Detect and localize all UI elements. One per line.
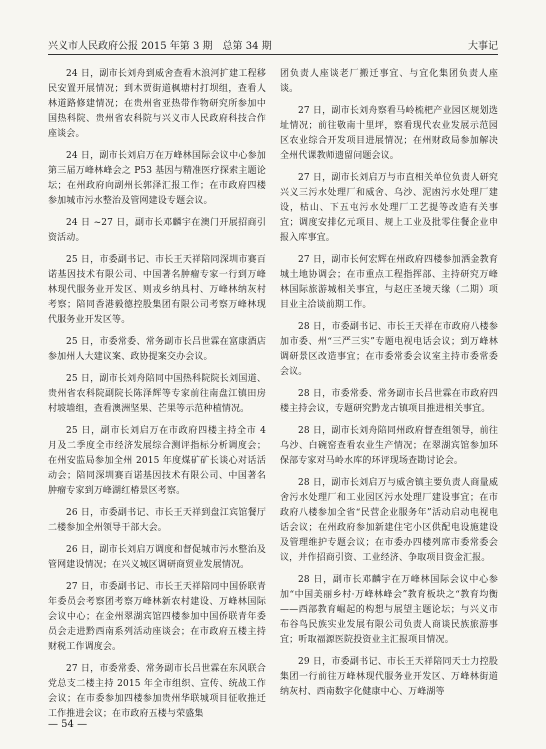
paragraph: 28 日，市委副书记、市长王天祥在市政府八楼参加市委、州“三严三实”专题电视电话会议；到万峰林调研景区改造事宜；在市委常委会议室主持市委常委会议。 — [280, 322, 498, 377]
paragraph: 27 日，副市长刘舟察看马岭梳杷产业园区规划选址情况；前往敬南十里坪，察看现代农业发展示范园区农业综合开发项目进展情况；在州财政局参加解决全州代课教师遗留问题会议。 — [280, 106, 498, 161]
publication-title: 兴义市人民政府公报 2015 年第 3 期 总第 34 期 — [48, 41, 272, 52]
header-divider — [48, 54, 498, 55]
paragraph: 25 日，市委副书记、市长王天祥陪同深圳市赛百诺基因技术有限公司、中国著名肿瘤专家一行到万峰林现代服务业开发区、则戎乡纳具村、万峰林纳灰村考察；陪同香港毅德控股集团有限公司考察万峰林现代服务业开发区等。 — [48, 255, 266, 325]
section-title: 大事记 — [468, 41, 498, 52]
left-column — [48, 67, 266, 719]
paragraph: 28 日，市委常委、常务副市长吕世霖在市政府四楼主持会议，专题研究黔龙古镇项目推进相关事宜。 — [280, 389, 498, 414]
paragraph: 24 日 ~27 日，副市长邓麟宇在澳门开展招商引资活动。 — [48, 218, 266, 243]
paragraph: 27 日，市委常委、常务副市长吕世霖在东风联合党总支二楼主持 2015 年全市组织、宣传、统战工作会议；在市委参加四楼参加贵州华联城项目征收推迁工作推进会议；在市政府五楼与荣盛集 — [48, 664, 266, 719]
paragraph: 25 日，市委常委、常务副市长吕世霖在富康酒店参加州人大建议案、政协提案交办会议。 — [48, 337, 266, 362]
paragraph: 27 日，副市长刘启万与市直相关单位负责人研究兴义三污水处理厂和威舍、乌沙、泥凼污水处理厂建设，枯山、下五屯污水处理厂工艺提等改造有关事宜；调度安排亿元项目、规上工业及批零住餐企业申报入库事宜。 — [280, 173, 498, 243]
paragraph: 26 日，市委副书记、市长王天祥到盘江宾馆餐厅二楼参加全州领导干部大会。 — [48, 508, 266, 533]
article-body — [48, 67, 498, 719]
paragraph-continued: 团负责人座谈老厂搬迁事宜、与宜化集团负责人座谈。 — [280, 69, 498, 94]
paragraph: 28 日，副市长刘舟陪同州政府督查组领导，前往乌沙、白碗窑查看农业生产情况；在翠湖宾馆参加环保部专家对马岭水库的环评现场查勘讨论会。 — [280, 426, 498, 466]
paragraph: 27 日，市委副书记、市长王天祥陪同中国侨联青年委员会考察团考察万峰林新农村建设、万峰林国际会议中心；在金州翠湖宾馆四楼参加中国侨联青年委员会走进黔西南系列活动座谈会；在市政府五楼主持财税工作调度会。 — [48, 582, 266, 652]
paragraph: 28 日，副市长刘启万与威舍镇主要负责人商量威舍污水处理厂和工业园区污水处理厂建设事宜；在市政府八楼参加全省“民营企业服务年”活动启动电视电话会议；在州政府参加新建住宅小区供配电设施建设及管理维护专题会议；在市委办四楼列席市委常委会议，并作招商引资、工业经济、争取项目资金汇报。 — [280, 478, 498, 563]
paragraph: 24 日，副市长刘舟到威舍查看木浪河扩建工程移民安置开展情况；到木贾街道枫塘村打坝组，查看人林道路修建情况；在贵州省亚热带作物研究所参加中国热科院、贵州省农科院与兴义市人民政府科技合作座谈会。 — [48, 69, 266, 139]
paragraph: 25 日，副市长刘舟陪同中国热科院院长刘国道、贵州省农科院副院长陈泽辉等专家前往南盘江镇田房村坡墙组，查看澳洲坚果、芒果等示范种植情况。 — [48, 374, 266, 414]
paragraph: 29 日，市委副书记、市长王天祥陪同天士力控股集团一行前往万峰林现代服务业开发区、万峰林街道纳灰村、西南数字化健康中心、万峰湖等 — [280, 657, 498, 697]
page-number: — 54 — — [48, 719, 88, 730]
paragraph: 25 日，副市长刘启万在市政府四楼主持全市 4 月及二季度全市经济发展综合测评指标分析调度会；在州安监局参加全州 2015 年度煤矿矿长谈心对话活动会；陪同深圳赛百诺基因技术有限公司、中国著名肿瘤专家到万峰湖红椿景区考察。 — [48, 426, 266, 496]
paragraph: 27 日，副市长何宏辉在州政府四楼参加洒金教育城土地协调会；在市重点工程指挥部、主持研究万峰林国际旅游城相关事宜，与赵庄圣境天缘（二期）项目业主洽谈前期工作。 — [280, 255, 498, 310]
page-header — [48, 37, 498, 53]
right-column — [280, 67, 498, 697]
paragraph: 24 日，副市长刘启万在万峰林国际会议中心参加第三届万峰林峰会之 P53 基因与精准医疗探索主题论坛；在州政府向副州长郭泽汇报工作；在市政府四楼参加城市污水整治及管网建设专题会议。 — [48, 151, 266, 206]
paragraph: 28 日，副市长邓麟宇在万峰林国际会议中心参加“中国美丽乡村·万峰林峰会”教育板块之“教育均衡——西部教育崛起的构想与展望主题论坛；与兴义市布谷鸟民族实业发展有限公司负责人商谈民族旅游事宜；听取福源医院投资业主汇报项目情况。 — [280, 575, 498, 645]
paragraph: 26 日，副市长刘启万调度和督促城市污水整治及管网建设情况；在兴义城区调研商贸业发展情况。 — [48, 545, 266, 570]
